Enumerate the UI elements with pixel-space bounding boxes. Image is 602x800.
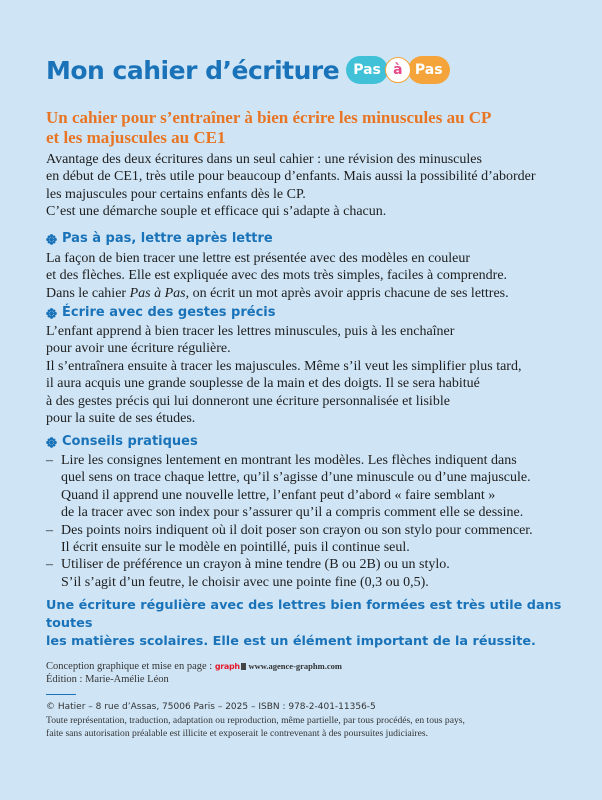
closing-line: les matières scolaires. Elle est un élément important de la réussite.: [46, 634, 536, 649]
dash-marker: –: [46, 453, 53, 468]
body-line: S’il s’agit d’un feutre, le choisir avec une pointe fine (0,3 ou 0,5).: [61, 574, 429, 590]
body-line: quel sens on trace chaque lettre, qu’il s’agisse d’une minuscule ou d’une majuscule.: [61, 470, 531, 486]
section-body-conseils: [46, 452, 576, 591]
legal-notice: [46, 701, 586, 740]
body-line: Il écrit ensuite sur le modèle en pointillé, puis il continue seul.: [61, 540, 410, 556]
closing-line: Une écriture régulière avec des lettres bien formées est très utile dans toutes: [46, 598, 562, 631]
flower-bullet-icon: [46, 308, 57, 319]
section-title-pas-a-pas: [46, 231, 273, 247]
divider: [46, 694, 76, 695]
body-line: Utiliser de préférence un crayon à mine tendre (B ou 2B) ou un stylo.: [61, 557, 450, 573]
section-body-gestes: [46, 323, 576, 427]
section-title-text: Écrire avec des gestes précis: [62, 305, 276, 320]
body-line: Il s’entraînera ensuite à tracer les majuscules. Même s’il veut les simplifier plus tard,: [46, 358, 522, 374]
body-line: Quand il apprend une nouvelle lettre, l’enfant peut d’abord « faire semblant »: [61, 487, 496, 503]
agency-logo: [215, 660, 246, 673]
subtitle: [46, 108, 566, 148]
body-line: Lire les consignes lentement en montrant les modèles. Les flèches indiquent dans: [61, 453, 517, 468]
section-title-text: Pas à pas, lettre après lettre: [62, 231, 273, 246]
body-line: il aura acquis une grande souplesse de la main et des doigts. Il se sera habitué: [46, 376, 480, 392]
flower-bullet-icon: [46, 437, 57, 448]
dash-marker: –: [46, 557, 53, 573]
body-line: pour la suite de ses études.: [46, 411, 196, 427]
body-line: [46, 285, 576, 302]
body-line: L’enfant apprend à bien tracer les lettres minuscules, puis à les enchaîner: [46, 324, 455, 339]
credits: [46, 660, 566, 686]
book-title-italic: Pas à Pas: [129, 285, 186, 301]
pas-a-pas-logo: [346, 56, 449, 84]
body-line: et des flèches. Elle est expliquée avec des mots très simples, faciles à comprendre.: [46, 268, 508, 284]
subtitle-line: et les majuscules au CE1: [46, 128, 226, 147]
subtitle-line: Un cahier pour s’entraîner à bien écrire les minuscules au CP: [46, 108, 492, 127]
section-body-pas-a-pas: [46, 250, 576, 302]
body-line: Des points noirs indiquent où il doit poser son crayon ou son stylo pour commencer.: [61, 522, 533, 538]
closing-statement: [46, 597, 566, 651]
body-line: La façon de bien tracer une lettre est présentée avec des modèles en couleur: [46, 251, 471, 266]
section-title-conseils: [46, 434, 198, 450]
intro-line: les majuscules pour certains enfants dès le CP.: [46, 186, 306, 202]
legal-line: Toute représentation, traduction, adaptation ou reproduction, même partielle, par tous procédés, en tous pays,: [46, 715, 465, 726]
design-credit: [46, 660, 566, 673]
header: [46, 50, 450, 90]
list-item: [46, 522, 576, 557]
intro-line: Avantage des deux écritures dans un seul cahier : une révision des minuscules: [46, 152, 482, 167]
intro-line: C’est une démarche souple et efficace qui s’adapte à chacun.: [46, 204, 387, 220]
section-title-gestes: [46, 305, 275, 321]
intro-line: en début de CE1, très utile pour beaucoup d’enfants. Mais aussi la possibilité d’aborder: [46, 169, 536, 185]
agency-url: www.agence-graphm.com: [248, 661, 342, 671]
logo-part2: Pas: [408, 56, 450, 84]
flower-bullet-icon: [46, 234, 57, 245]
body-text: Dans le cahier: [46, 285, 130, 301]
page-title: Mon cahier d’écriture: [46, 55, 340, 85]
publisher-line: © Hatier – 8 rue d’Assas, 75006 Paris – 2025 – ISBN : 978-2-401-11356-5: [46, 702, 376, 712]
list-item: [46, 556, 576, 591]
section-title-text: Conseils pratiques: [62, 434, 198, 449]
body-line: pour avoir une écriture régulière.: [46, 341, 231, 357]
list-item: [46, 452, 576, 522]
body-line: à des gestes précis qui lui donneront une écriture personnalisée et lisible: [46, 393, 450, 409]
intro-paragraph: [46, 151, 566, 221]
logo-middle: à: [385, 57, 411, 83]
dash-marker: –: [46, 522, 53, 538]
logo-part1: Pas: [346, 56, 388, 84]
design-credit-label: Conception graphique et mise en page :: [46, 661, 213, 672]
legal-line: faite sans autorisation préalable est illicite et exposerait le contrevenant à des poursuites judiciaires.: [46, 728, 429, 739]
edition-credit: Édition : Marie-Amélie Léon: [46, 674, 169, 685]
body-text: , on écrit un mot après avoir appris chacune de ses lettres.: [185, 285, 509, 301]
agency-logo-text: graph: [214, 662, 240, 671]
body-line: de la tracer avec son index pour s’assurer qu’il a compris comment elle se dessine.: [61, 505, 524, 521]
